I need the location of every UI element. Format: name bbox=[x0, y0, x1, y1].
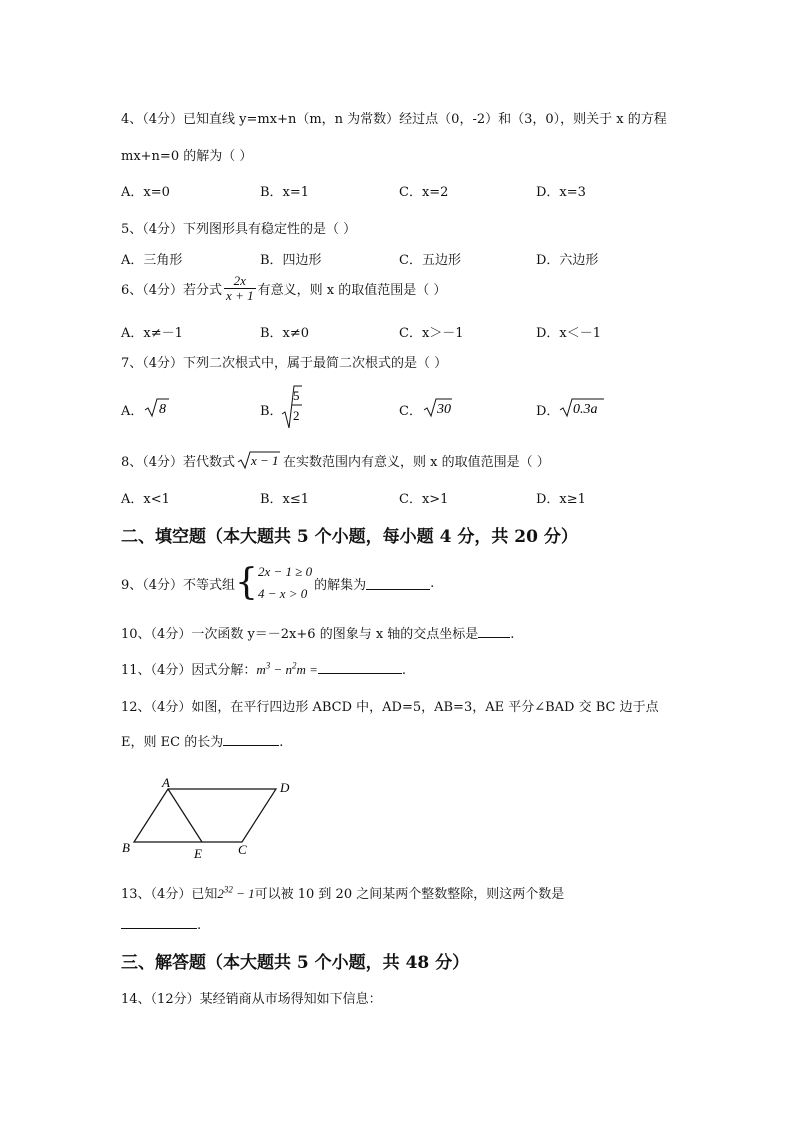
q13-minus: − 1 bbox=[232, 886, 255, 901]
q6-option-a: A．x≠－1 bbox=[121, 326, 183, 341]
q11-answer-blank[interactable] bbox=[318, 661, 402, 674]
q11-end: . bbox=[401, 663, 407, 678]
q6-prefix: 6、（4分）若分式 bbox=[121, 282, 223, 298]
q10-answer-blank[interactable] bbox=[478, 625, 510, 638]
section-2-heading: 二、填空题（本大题共 5 个小题，每小题 4 分，共 20 分） bbox=[121, 527, 578, 547]
q8-radical bbox=[237, 450, 281, 470]
q4-option-b: B．x=1 bbox=[260, 185, 310, 200]
q11-expr-exp3: 3 bbox=[265, 660, 271, 671]
q6-frac-numerator: 2x bbox=[224, 274, 256, 289]
q12-line1: 12、（4分）如图，在平行四边形 ABCD 中，AD=5，AB=3，AE 平分∠BAD 交 BC 边于点 bbox=[121, 700, 659, 715]
q7-radicand-c: 30 bbox=[437, 402, 451, 417]
q9-prefix: 9、（4分）不等式组 bbox=[121, 577, 236, 593]
q14-text: 14、（12分）某经销商从市场得知如下信息： bbox=[121, 992, 382, 1007]
q7-radical-b bbox=[281, 384, 303, 430]
q6-line bbox=[121, 274, 446, 302]
q9-system bbox=[258, 561, 312, 605]
q7-radical-a bbox=[144, 397, 170, 419]
q13-prefix: 13、（4分）已知 bbox=[121, 887, 218, 902]
q4-line2: mx+n=0 的解为（ ） bbox=[121, 149, 253, 164]
q5-option-d: D．六边形 bbox=[536, 253, 599, 268]
segment-ae bbox=[168, 789, 202, 842]
q9-line bbox=[121, 561, 434, 605]
q7-label-b: B． bbox=[260, 404, 283, 419]
q6-option-b: B．x≠0 bbox=[260, 326, 310, 341]
q7-radical-c bbox=[423, 397, 453, 419]
q13-line bbox=[121, 883, 564, 902]
parallelogram-figure bbox=[118, 774, 308, 864]
q8-suffix: 在实数范围内有意义，则 x 的取值范围是（ ） bbox=[283, 454, 550, 470]
label-e: E bbox=[194, 846, 202, 861]
q5-option-b: B．四边形 bbox=[260, 253, 322, 268]
q13-line2 bbox=[121, 916, 201, 933]
q12-end: . bbox=[279, 735, 284, 750]
q10-line bbox=[121, 623, 514, 642]
q11-expr-mid: − n bbox=[270, 662, 292, 677]
q13-base: 2 bbox=[217, 886, 224, 901]
label-a: A bbox=[162, 775, 170, 790]
q8-line bbox=[121, 450, 550, 470]
q7-label-c: C． bbox=[399, 404, 422, 419]
q10-end: . bbox=[510, 627, 515, 642]
q13-suffix: 可以被 10 到 20 之间某两个整数整除，则这两个数是 bbox=[254, 887, 565, 902]
q12-line2-text: E，则 EC 的长为 bbox=[121, 735, 224, 750]
q9-suffix: 的解集为 bbox=[314, 577, 367, 593]
q13-answer-blank[interactable] bbox=[121, 916, 197, 929]
q11-expr-exp2: 2 bbox=[292, 660, 297, 671]
parallelogram-abcd bbox=[134, 789, 276, 842]
q11-prefix: 11、（4分）因式分解： bbox=[121, 663, 257, 678]
q5-text: 5、（4分）下列图形具有稳定性的是（ ） bbox=[121, 222, 357, 237]
section-3-heading: 三、解答题（本大题共 5 个小题，共 48 分） bbox=[121, 953, 470, 973]
q7-radicand-b-num: 5 bbox=[293, 388, 300, 403]
q11-expr-end: m = bbox=[296, 662, 318, 677]
q13-expression bbox=[217, 886, 254, 901]
q6-fraction bbox=[224, 274, 256, 302]
q6-option-c: C．x＞－1 bbox=[399, 326, 464, 341]
q10-text: 10、（4分）一次函数 y＝－2x+6 的图象与 x 轴的交点坐标是 bbox=[121, 627, 479, 642]
q6-option-d: D．x＜－1 bbox=[536, 326, 602, 341]
q7-radicand-a: 8 bbox=[159, 402, 166, 417]
q4-option-c: C．x=2 bbox=[399, 185, 449, 200]
q4-option-d: D．x=3 bbox=[536, 185, 586, 200]
q9-answer-blank[interactable] bbox=[366, 577, 430, 590]
q9-brace: { bbox=[235, 562, 258, 603]
q7-label-d: D． bbox=[536, 404, 560, 419]
q4-line1: 4、（4分）已知直线 y=mx+n（m，n 为常数）经过点（0，-2）和（3，0），则关于 x 的方程 bbox=[121, 112, 667, 127]
q11-line bbox=[121, 659, 406, 678]
q13-exponent: 32 bbox=[223, 884, 233, 895]
q12-answer-blank[interactable] bbox=[223, 733, 279, 746]
q7-text: 7、（4分）下列二次根式中，属于最简二次根式的是（ ） bbox=[121, 356, 448, 371]
q9-end: . bbox=[430, 575, 435, 591]
q7-label-a: A． bbox=[121, 404, 144, 419]
q7-radical-d bbox=[559, 397, 605, 419]
label-d: D bbox=[280, 780, 290, 795]
q11-expression bbox=[256, 662, 318, 677]
q8-option-c: C．x>1 bbox=[399, 492, 449, 507]
label-c: C bbox=[238, 842, 247, 857]
q9-inequality-1: 2x − 1 ≥ 0 bbox=[257, 564, 313, 579]
q4-option-a: A．x=0 bbox=[121, 185, 170, 200]
q8-option-a: A．x<1 bbox=[121, 492, 170, 507]
q8-prefix: 8、（4分）若代数式 bbox=[121, 454, 236, 470]
q8-option-d: D．x≥1 bbox=[536, 492, 586, 507]
q12-line2 bbox=[121, 731, 283, 750]
q5-option-a: A．三角形 bbox=[121, 253, 183, 268]
q11-expr-m: m bbox=[256, 662, 266, 677]
q13-end: . bbox=[197, 918, 202, 933]
q6-suffix: 有意义，则 x 的取值范围是（ ） bbox=[257, 282, 447, 298]
q8-radicand: x − 1 bbox=[251, 453, 279, 468]
label-b: B bbox=[122, 840, 130, 855]
q5-option-c: C．五边形 bbox=[399, 253, 461, 268]
q8-option-b: B．x≤1 bbox=[260, 492, 310, 507]
q9-inequality-2: 4 − x > 0 bbox=[257, 586, 308, 601]
q7-radicand-b-den: 2 bbox=[293, 408, 300, 423]
q7-radicand-d: 0.3a bbox=[573, 402, 598, 417]
q6-frac-denominator: x + 1 bbox=[226, 287, 254, 303]
